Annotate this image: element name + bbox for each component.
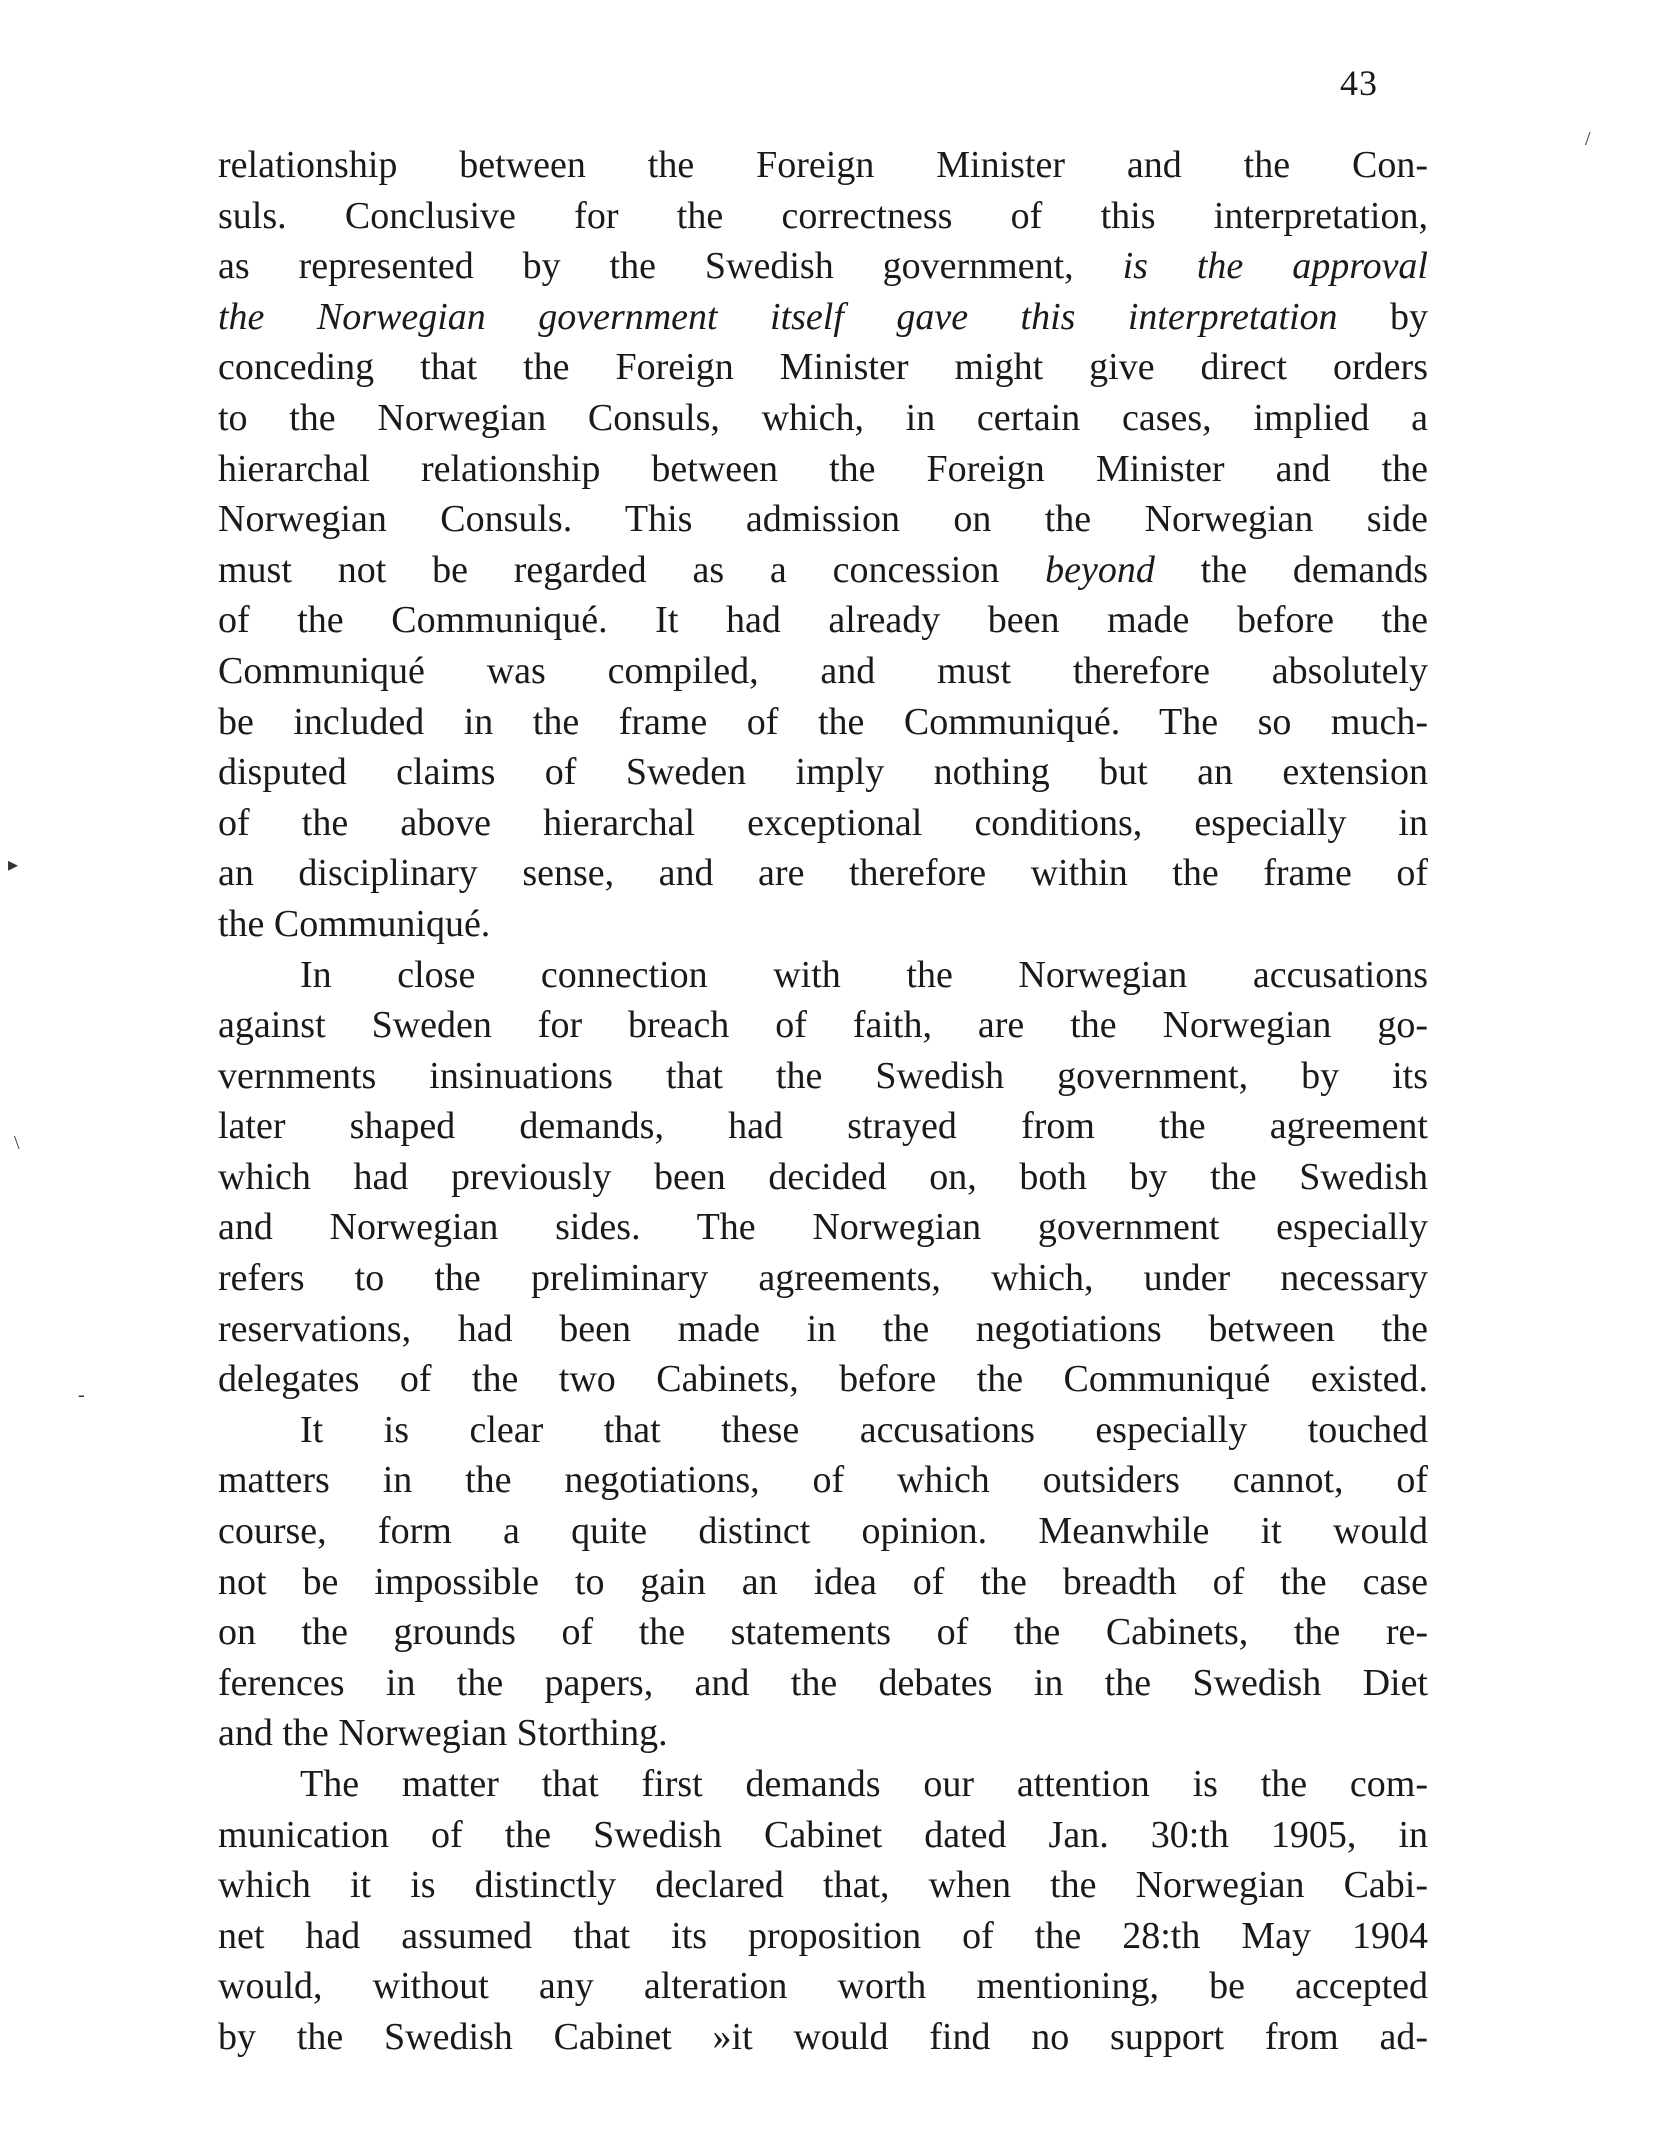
text-line: of the above hierarchal exceptional conditions, especially in: [218, 801, 1428, 844]
text-line: vernments insinuations that the Swedish government, by its: [218, 1054, 1428, 1097]
text-line: In close connection with the Norwegian accusations: [300, 953, 1428, 996]
text-line: [218, 241, 1428, 292]
text-line: the Communiqué.: [218, 902, 491, 945]
margin-speck: -: [78, 1384, 85, 1406]
text-line: Communiqué was compiled, and must therefore absolutely: [218, 649, 1428, 692]
text-line: by the Swedish Cabinet »it would find no support from ad-: [218, 2015, 1428, 2058]
text-line: be included in the frame of the Communiqué. The so much-: [218, 700, 1428, 743]
margin-speck: /: [1585, 128, 1591, 150]
text-line: would, without any alteration worth mentioning, be accepted: [218, 1965, 1428, 2008]
text-line: [218, 545, 1428, 596]
text-line: suls. Conclusive for the correctness of this interpretation,: [218, 194, 1428, 237]
text-run: by: [1337, 295, 1428, 338]
text-line: which had previously been decided on, both by the Swedish: [218, 1155, 1428, 1198]
text-run: as represented by the Swedish government,: [218, 245, 1123, 288]
italic-text: beyond: [1045, 548, 1155, 591]
page-number: 43: [1340, 63, 1378, 103]
text-line: not be impossible to gain an idea of the breadth of the case: [218, 1560, 1428, 1603]
text-line: matters in the negotiations, of which outsiders cannot, of: [218, 1459, 1428, 1502]
text-line: on the grounds of the statements of the Cabinets, the re-: [218, 1611, 1428, 1654]
text-line: of the Communiqué. It had already been made before the: [218, 599, 1428, 642]
text-line: net had assumed that its proposition of the 28:th May 1904: [218, 1914, 1428, 1957]
text-line: later shaped demands, had strayed from the agreement: [218, 1105, 1428, 1148]
text-line: Norwegian Consuls. This admission on the Norwegian side: [218, 498, 1428, 541]
text-line: against Sweden for breach of faith, are the Norwegian go-: [218, 1004, 1428, 1047]
text-line: and the Norwegian Storthing.: [218, 1712, 668, 1755]
text-line: disputed claims of Sweden imply nothing but an extension: [218, 751, 1428, 794]
text-line: refers to the preliminary agreements, which, under necessary: [218, 1257, 1428, 1300]
margin-speck: ▸: [8, 854, 19, 876]
text-line: an disciplinary sense, and are therefore within the frame of: [218, 852, 1428, 895]
text-line: to the Norwegian Consuls, which, in certain cases, implied a: [218, 396, 1428, 439]
text-line: relationship between the Foreign Minister and the Con-: [218, 144, 1428, 186]
text-line: and Norwegian sides. The Norwegian government especially: [218, 1206, 1428, 1249]
text-line: ferences in the papers, and the debates in the Swedish Diet: [218, 1661, 1428, 1704]
italic-text: is the approval: [1122, 245, 1428, 288]
margin-speck: \: [14, 1132, 20, 1154]
italic-text: the Norwegian government itself gave this interpretation: [218, 295, 1338, 338]
body-text: [218, 140, 1428, 2063]
text-line: It is clear that these accusations especially touched: [300, 1408, 1428, 1451]
text-run: must not be regarded as a concession: [218, 548, 1046, 591]
text-run: the demands: [1154, 548, 1428, 591]
text-line: [218, 292, 1428, 343]
text-line: hierarchal relationship between the Foreign Minister and the: [218, 447, 1428, 490]
text-line: course, form a quite distinct opinion. Meanwhile it would: [218, 1510, 1428, 1553]
text-line: delegates of the two Cabinets, before the Communiqué existed.: [218, 1358, 1428, 1401]
text-line: which it is distinctly declared that, when the Norwegian Cabi-: [218, 1864, 1428, 1907]
text-line: reservations, had been made in the negotiations between the: [218, 1307, 1428, 1350]
text-line: The matter that first demands our attention is the com-: [300, 1763, 1428, 1805]
text-line: conceding that the Foreign Minister might give direct orders: [218, 346, 1428, 389]
text-line: munication of the Swedish Cabinet dated Jan. 30:th 1905, in: [218, 1813, 1428, 1856]
